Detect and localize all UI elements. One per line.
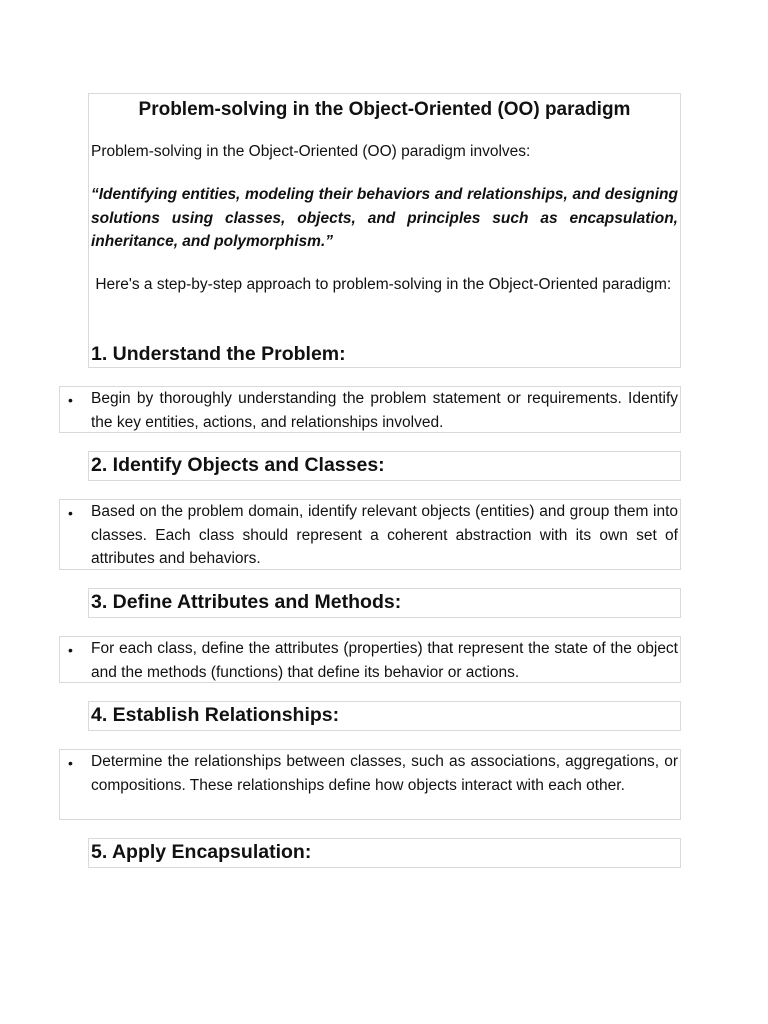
definition-quote: “Identifying entities, modeling their behaviors and relationships, and designing solutions using classes, objects, and principles such as encapsulation, inheritance, and polymorphism.” [91, 186, 678, 250]
bullet-icon: • [68, 392, 73, 408]
step-1-heading: 1. Understand the Problem: [91, 343, 346, 365]
step-4-bullet [59, 749, 681, 820]
step-3-heading: 3. Define Attributes and Methods: [91, 591, 402, 613]
step-5-heading: 5. Apply Encapsulation: [91, 841, 312, 863]
step-2-bullet [59, 499, 681, 570]
step-1-bullet [59, 386, 681, 433]
step-5-heading-box [88, 838, 681, 868]
step-4-text: Determine the relationships between classes, such as associations, aggregations, or compositions. These relationships define how objects interact with each other. [91, 753, 678, 794]
bullet-icon: • [68, 505, 73, 521]
step-2-text: Based on the problem domain, identify relevant objects (entities) and group them into classes. Each class should represent a coherent abstraction with its own set of attributes and behaviors. [91, 503, 678, 567]
bullet-icon: • [68, 642, 73, 658]
step-4-heading-box [88, 701, 681, 731]
step-3-heading-box [88, 588, 681, 618]
approach-paragraph [91, 273, 678, 297]
step-3-bullet [59, 636, 681, 683]
step-2-heading-box [88, 451, 681, 481]
intro-section [88, 93, 681, 368]
document-title: Problem-solving in the Object-Oriented (OO) paradigm [138, 99, 631, 120]
step-3-text: For each class, define the attributes (properties) that represent the state of the object and the methods (functions) that define its behavior or actions. [91, 640, 678, 681]
step-1-text: Begin by thoroughly understanding the problem statement or requirements. Identify the key entities, actions, and relationships involved. [91, 390, 678, 431]
step-2-heading: 2. Identify Objects and Classes: [91, 454, 385, 476]
intro-paragraph: Problem-solving in the Object-Oriented (OO) paradigm involves: [91, 143, 531, 160]
approach-text: Here's a step-by-step approach to problem-solving in the Object-Oriented paradigm: [95, 276, 672, 293]
bullet-icon: • [68, 755, 73, 771]
step-4-heading: 4. Establish Relationships: [91, 704, 340, 726]
